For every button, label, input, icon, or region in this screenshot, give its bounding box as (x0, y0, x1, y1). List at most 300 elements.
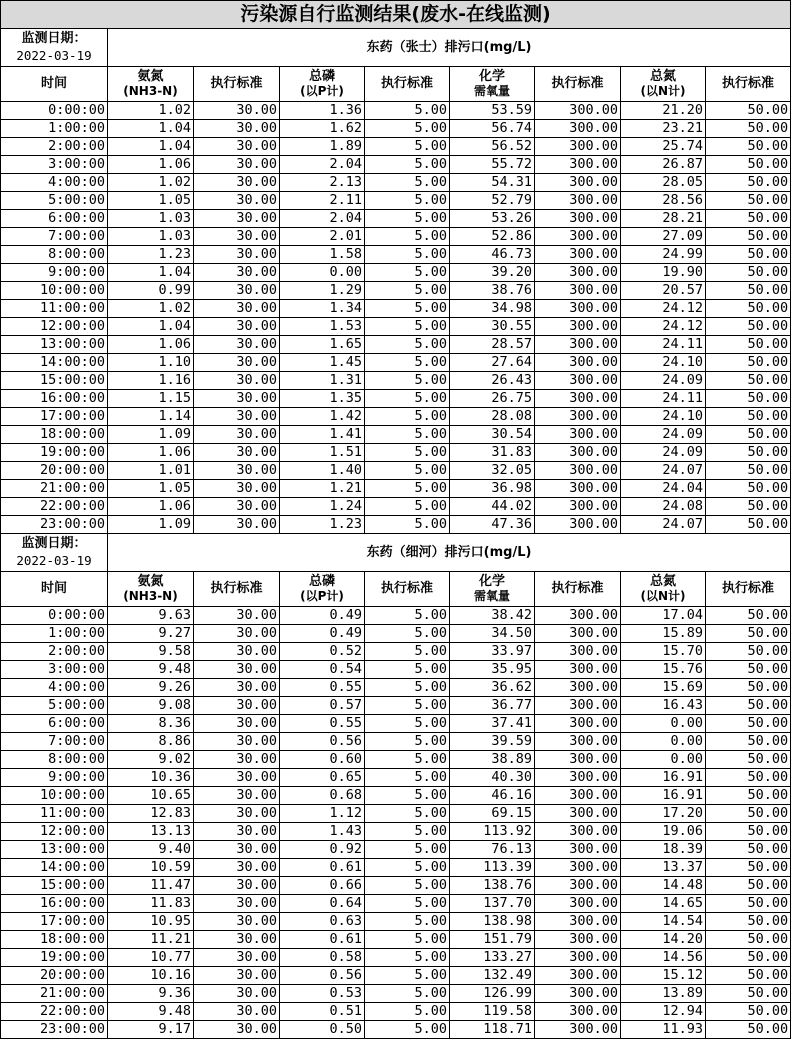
tp-standard: 5.00 (365, 408, 450, 426)
time-cell: 12:00:00 (1, 318, 108, 336)
nh3-value: 1.06 (108, 336, 194, 354)
nh3-value: 10.36 (108, 769, 194, 787)
tp-standard: 5.00 (365, 715, 450, 733)
nh3-standard: 30.00 (194, 733, 280, 751)
section-header-row (1, 29, 791, 67)
tn-value: 28.21 (621, 210, 706, 228)
table-row (1, 913, 791, 931)
tn-standard: 50.00 (706, 498, 791, 516)
nh3-standard: 30.00 (194, 877, 280, 895)
tp-standard: 5.00 (365, 841, 450, 859)
table-row (1, 859, 791, 877)
time-cell: 1:00:00 (1, 625, 108, 643)
tp-value: 2.13 (280, 174, 365, 192)
tp-standard: 5.00 (365, 625, 450, 643)
nh3-value: 11.47 (108, 877, 194, 895)
nh3-value: 9.02 (108, 751, 194, 769)
nh3-standard: 30.00 (194, 895, 280, 913)
nh3-standard: 30.00 (194, 625, 280, 643)
header-standard (194, 572, 280, 607)
nh3-value: 11.21 (108, 931, 194, 949)
header-standard-line1: 执行标准 (380, 75, 433, 91)
cod-value: 46.16 (450, 787, 535, 805)
tn-value: 21.20 (621, 102, 706, 120)
nh3-value: 1.09 (108, 426, 194, 444)
table-row (1, 985, 791, 1003)
time-cell: 5:00:00 (1, 192, 108, 210)
cod-standard: 300.00 (535, 138, 621, 156)
nh3-value: 9.08 (108, 697, 194, 715)
tp-standard: 5.00 (365, 300, 450, 318)
tp-value: 0.66 (280, 877, 365, 895)
cod-value: 118.71 (450, 1021, 535, 1039)
tp-value: 0.49 (280, 625, 365, 643)
table-row (1, 697, 791, 715)
tp-value: 0.60 (280, 751, 365, 769)
cod-value: 53.26 (450, 210, 535, 228)
table-row (1, 372, 791, 390)
nh3-standard: 30.00 (194, 192, 280, 210)
table-row (1, 643, 791, 661)
tn-standard: 50.00 (706, 913, 791, 931)
time-cell: 10:00:00 (1, 787, 108, 805)
time-cell: 19:00:00 (1, 949, 108, 967)
tp-standard: 5.00 (365, 372, 450, 390)
tp-standard: 5.00 (365, 679, 450, 697)
tn-value: 23.21 (621, 120, 706, 138)
nh3-value: 9.48 (108, 661, 194, 679)
header-nh3-line1: 氨氮 (137, 69, 164, 85)
nh3-value: 1.23 (108, 246, 194, 264)
tp-value: 2.04 (280, 156, 365, 174)
time-cell: 1:00:00 (1, 120, 108, 138)
tp-value: 0.55 (280, 715, 365, 733)
header-standard-line1: 执行标准 (722, 580, 775, 596)
tp-value: 1.36 (280, 102, 365, 120)
tp-value: 1.62 (280, 120, 365, 138)
time-cell: 21:00:00 (1, 985, 108, 1003)
monitoring-date (1, 29, 108, 67)
cod-value: 113.39 (450, 859, 535, 877)
cod-value: 33.97 (450, 643, 535, 661)
tn-value: 24.11 (621, 390, 706, 408)
tp-standard: 5.00 (365, 967, 450, 985)
tn-value: 19.06 (621, 823, 706, 841)
table-row (1, 715, 791, 733)
tp-value: 0.63 (280, 913, 365, 931)
time-cell: 17:00:00 (1, 408, 108, 426)
table-row (1, 300, 791, 318)
tn-standard: 50.00 (706, 372, 791, 390)
column-header-row (1, 67, 791, 102)
table-row (1, 426, 791, 444)
tn-standard: 50.00 (706, 805, 791, 823)
table-row (1, 625, 791, 643)
outlet-name: 东药（张士）排污口(mg/L) (108, 29, 791, 67)
cod-value: 36.62 (450, 679, 535, 697)
cod-value: 54.31 (450, 174, 535, 192)
tn-value: 17.20 (621, 805, 706, 823)
table-row (1, 282, 791, 300)
tn-standard: 50.00 (706, 138, 791, 156)
tn-value: 24.07 (621, 516, 706, 534)
cod-value: 38.89 (450, 751, 535, 769)
time-cell: 8:00:00 (1, 751, 108, 769)
date-value: 2022-03-19 (16, 552, 92, 568)
nh3-value: 1.15 (108, 390, 194, 408)
cod-standard: 300.00 (535, 498, 621, 516)
table-row (1, 751, 791, 769)
tp-value: 1.43 (280, 823, 365, 841)
header-cod (450, 572, 535, 607)
table-row (1, 607, 791, 625)
tp-value: 1.35 (280, 390, 365, 408)
tn-value: 17.04 (621, 607, 706, 625)
tn-value: 0.00 (621, 715, 706, 733)
tp-value: 1.53 (280, 318, 365, 336)
cod-value: 46.73 (450, 246, 535, 264)
header-standard-line1: 执行标准 (722, 75, 775, 91)
table-row (1, 805, 791, 823)
nh3-standard: 30.00 (194, 516, 280, 534)
nh3-standard: 30.00 (194, 661, 280, 679)
cod-value: 30.54 (450, 426, 535, 444)
table-row (1, 1021, 791, 1039)
time-cell: 14:00:00 (1, 354, 108, 372)
header-standard (535, 67, 621, 102)
tn-standard: 50.00 (706, 1021, 791, 1039)
tp-value: 0.55 (280, 679, 365, 697)
nh3-value: 1.04 (108, 120, 194, 138)
cod-value: 27.64 (450, 354, 535, 372)
nh3-standard: 30.00 (194, 390, 280, 408)
nh3-standard: 30.00 (194, 462, 280, 480)
tp-value: 2.04 (280, 210, 365, 228)
nh3-value: 0.99 (108, 282, 194, 300)
date-label: 监测日期： (21, 536, 87, 552)
time-cell: 17:00:00 (1, 913, 108, 931)
tp-standard: 5.00 (365, 787, 450, 805)
cod-standard: 300.00 (535, 607, 621, 625)
cod-value: 69.15 (450, 805, 535, 823)
cod-standard: 300.00 (535, 877, 621, 895)
nh3-value: 1.04 (108, 138, 194, 156)
tn-standard: 50.00 (706, 697, 791, 715)
tp-standard: 5.00 (365, 877, 450, 895)
tp-value: 0.57 (280, 697, 365, 715)
time-cell: 12:00:00 (1, 823, 108, 841)
tp-standard: 5.00 (365, 697, 450, 715)
cod-value: 26.75 (450, 390, 535, 408)
cod-standard: 300.00 (535, 228, 621, 246)
header-cod-line1: 化学 (478, 574, 505, 590)
tp-standard: 5.00 (365, 354, 450, 372)
nh3-standard: 30.00 (194, 264, 280, 282)
cod-standard: 300.00 (535, 174, 621, 192)
tp-value: 2.01 (280, 228, 365, 246)
section-header-row (1, 534, 791, 572)
tn-standard: 50.00 (706, 751, 791, 769)
cod-standard: 300.00 (535, 336, 621, 354)
tn-value: 0.00 (621, 733, 706, 751)
time-cell: 7:00:00 (1, 733, 108, 751)
cod-value: 31.83 (450, 444, 535, 462)
time-cell: 4:00:00 (1, 174, 108, 192)
header-standard (706, 67, 791, 102)
tn-standard: 50.00 (706, 643, 791, 661)
tp-value: 0.53 (280, 985, 365, 1003)
cod-value: 138.76 (450, 877, 535, 895)
tn-value: 20.57 (621, 282, 706, 300)
nh3-value: 1.02 (108, 102, 194, 120)
tp-standard: 5.00 (365, 462, 450, 480)
table-row (1, 480, 791, 498)
tn-value: 11.93 (621, 1021, 706, 1039)
cod-standard: 300.00 (535, 949, 621, 967)
tp-value: 0.52 (280, 643, 365, 661)
tn-standard: 50.00 (706, 715, 791, 733)
cod-standard: 300.00 (535, 318, 621, 336)
tp-standard: 5.00 (365, 1021, 450, 1039)
header-tn (621, 67, 706, 102)
time-cell: 22:00:00 (1, 498, 108, 516)
tn-standard: 50.00 (706, 174, 791, 192)
tn-value: 15.12 (621, 967, 706, 985)
time-cell: 19:00:00 (1, 444, 108, 462)
tp-value: 0.51 (280, 1003, 365, 1021)
cod-value: 52.79 (450, 192, 535, 210)
time-cell: 11:00:00 (1, 805, 108, 823)
cod-value: 37.41 (450, 715, 535, 733)
table-row (1, 967, 791, 985)
time-cell: 3:00:00 (1, 661, 108, 679)
table-row (1, 228, 791, 246)
tn-standard: 50.00 (706, 120, 791, 138)
time-cell: 20:00:00 (1, 462, 108, 480)
nh3-standard: 30.00 (194, 967, 280, 985)
report-title: 污染源自行监测结果(废水-在线监测) (1, 1, 791, 29)
cod-value: 56.52 (450, 138, 535, 156)
cod-standard: 300.00 (535, 426, 621, 444)
table-row (1, 174, 791, 192)
tn-standard: 50.00 (706, 607, 791, 625)
nh3-value: 1.03 (108, 228, 194, 246)
cod-standard: 300.00 (535, 120, 621, 138)
cod-standard: 300.00 (535, 1021, 621, 1039)
header-standard-line1: 执行标准 (210, 75, 263, 91)
cod-value: 44.02 (450, 498, 535, 516)
tn-value: 18.39 (621, 841, 706, 859)
tn-value: 15.76 (621, 661, 706, 679)
tp-standard: 5.00 (365, 913, 450, 931)
header-tn-line1: 总氮 (649, 69, 676, 85)
header-tp (280, 572, 365, 607)
tn-standard: 50.00 (706, 300, 791, 318)
nh3-standard: 30.00 (194, 426, 280, 444)
tn-standard: 50.00 (706, 841, 791, 859)
cod-value: 132.49 (450, 967, 535, 985)
nh3-standard: 30.00 (194, 985, 280, 1003)
tp-value: 1.21 (280, 480, 365, 498)
time-cell: 15:00:00 (1, 372, 108, 390)
tn-value: 14.54 (621, 913, 706, 931)
nh3-value: 1.10 (108, 354, 194, 372)
nh3-value: 1.04 (108, 318, 194, 336)
nh3-value: 8.36 (108, 715, 194, 733)
header-standard (194, 67, 280, 102)
tn-value: 24.10 (621, 354, 706, 372)
header-tp-line1: 总磷 (308, 69, 335, 85)
time-cell: 18:00:00 (1, 426, 108, 444)
tn-value: 27.09 (621, 228, 706, 246)
time-cell: 23:00:00 (1, 516, 108, 534)
tn-standard: 50.00 (706, 967, 791, 985)
table-row (1, 210, 791, 228)
time-cell: 13:00:00 (1, 841, 108, 859)
time-cell: 20:00:00 (1, 967, 108, 985)
header-cod-line1: 化学 (478, 69, 505, 85)
tn-standard: 50.00 (706, 102, 791, 120)
tp-value: 1.31 (280, 372, 365, 390)
tp-standard: 5.00 (365, 192, 450, 210)
time-cell: 6:00:00 (1, 210, 108, 228)
nh3-value: 9.27 (108, 625, 194, 643)
cod-standard: 300.00 (535, 102, 621, 120)
cod-standard: 300.00 (535, 282, 621, 300)
tp-standard: 5.00 (365, 859, 450, 877)
tn-standard: 50.00 (706, 859, 791, 877)
nh3-standard: 30.00 (194, 444, 280, 462)
cod-value: 38.76 (450, 282, 535, 300)
nh3-standard: 30.00 (194, 1021, 280, 1039)
tp-value: 0.58 (280, 949, 365, 967)
tn-standard: 50.00 (706, 192, 791, 210)
tp-standard: 5.00 (365, 751, 450, 769)
nh3-value: 1.02 (108, 174, 194, 192)
tp-standard: 5.00 (365, 1003, 450, 1021)
header-tp-line1: 总磷 (308, 574, 335, 590)
table-row (1, 1003, 791, 1021)
cod-standard: 300.00 (535, 679, 621, 697)
table-row (1, 336, 791, 354)
tp-standard: 5.00 (365, 318, 450, 336)
tn-value: 24.04 (621, 480, 706, 498)
tn-standard: 50.00 (706, 985, 791, 1003)
tn-standard: 50.00 (706, 318, 791, 336)
nh3-standard: 30.00 (194, 354, 280, 372)
cod-standard: 300.00 (535, 246, 621, 264)
cod-standard: 300.00 (535, 390, 621, 408)
tp-standard: 5.00 (365, 985, 450, 1003)
nh3-standard: 30.00 (194, 1003, 280, 1021)
tp-value: 1.29 (280, 282, 365, 300)
cod-value: 34.50 (450, 625, 535, 643)
nh3-value: 9.40 (108, 841, 194, 859)
column-header-row (1, 572, 791, 607)
cod-value: 126.99 (450, 985, 535, 1003)
nh3-standard: 30.00 (194, 643, 280, 661)
cod-standard: 300.00 (535, 805, 621, 823)
tp-value: 2.11 (280, 192, 365, 210)
time-cell: 5:00:00 (1, 697, 108, 715)
time-cell: 2:00:00 (1, 138, 108, 156)
time-cell: 6:00:00 (1, 715, 108, 733)
table-row (1, 679, 791, 697)
header-nh3 (108, 572, 194, 607)
cod-standard: 300.00 (535, 823, 621, 841)
header-tn-line1: 总氮 (649, 574, 676, 590)
cod-standard: 300.00 (535, 408, 621, 426)
tp-standard: 5.00 (365, 156, 450, 174)
tn-value: 24.08 (621, 498, 706, 516)
time-cell: 14:00:00 (1, 859, 108, 877)
tn-value: 19.90 (621, 264, 706, 282)
cod-standard: 300.00 (535, 913, 621, 931)
cod-standard: 300.00 (535, 264, 621, 282)
tp-value: 1.42 (280, 408, 365, 426)
tp-standard: 5.00 (365, 949, 450, 967)
cod-standard: 300.00 (535, 967, 621, 985)
cod-standard: 300.00 (535, 192, 621, 210)
tn-standard: 50.00 (706, 444, 791, 462)
table-row (1, 120, 791, 138)
nh3-value: 12.83 (108, 805, 194, 823)
nh3-value: 1.16 (108, 372, 194, 390)
cod-standard: 300.00 (535, 985, 621, 1003)
nh3-value: 9.58 (108, 643, 194, 661)
cod-standard: 300.00 (535, 480, 621, 498)
nh3-standard: 30.00 (194, 949, 280, 967)
tn-value: 24.09 (621, 372, 706, 390)
cod-standard: 300.00 (535, 516, 621, 534)
tp-value: 0.61 (280, 859, 365, 877)
header-standard (706, 572, 791, 607)
header-nh3-line1: 氨氮 (137, 574, 164, 590)
time-cell: 21:00:00 (1, 480, 108, 498)
nh3-value: 8.86 (108, 733, 194, 751)
tp-standard: 5.00 (365, 138, 450, 156)
tp-standard: 5.00 (365, 120, 450, 138)
tn-value: 24.12 (621, 300, 706, 318)
tp-value: 0.54 (280, 661, 365, 679)
time-cell: 8:00:00 (1, 246, 108, 264)
table-row (1, 462, 791, 480)
table-row (1, 138, 791, 156)
tn-value: 24.09 (621, 444, 706, 462)
tp-value: 1.40 (280, 462, 365, 480)
table-row (1, 769, 791, 787)
tn-standard: 50.00 (706, 931, 791, 949)
header-cod (450, 67, 535, 102)
tn-standard: 50.00 (706, 480, 791, 498)
tp-standard: 5.00 (365, 228, 450, 246)
time-cell: 10:00:00 (1, 282, 108, 300)
tn-value: 24.12 (621, 318, 706, 336)
cod-standard: 300.00 (535, 625, 621, 643)
tn-standard: 50.00 (706, 679, 791, 697)
tp-standard: 5.00 (365, 246, 450, 264)
tn-standard: 50.00 (706, 787, 791, 805)
tn-value: 24.07 (621, 462, 706, 480)
tn-value: 25.74 (621, 138, 706, 156)
table-row (1, 841, 791, 859)
time-cell: 2:00:00 (1, 643, 108, 661)
nh3-value: 1.06 (108, 444, 194, 462)
cod-value: 53.59 (450, 102, 535, 120)
nh3-value: 10.59 (108, 859, 194, 877)
cod-value: 36.77 (450, 697, 535, 715)
nh3-value: 1.05 (108, 480, 194, 498)
